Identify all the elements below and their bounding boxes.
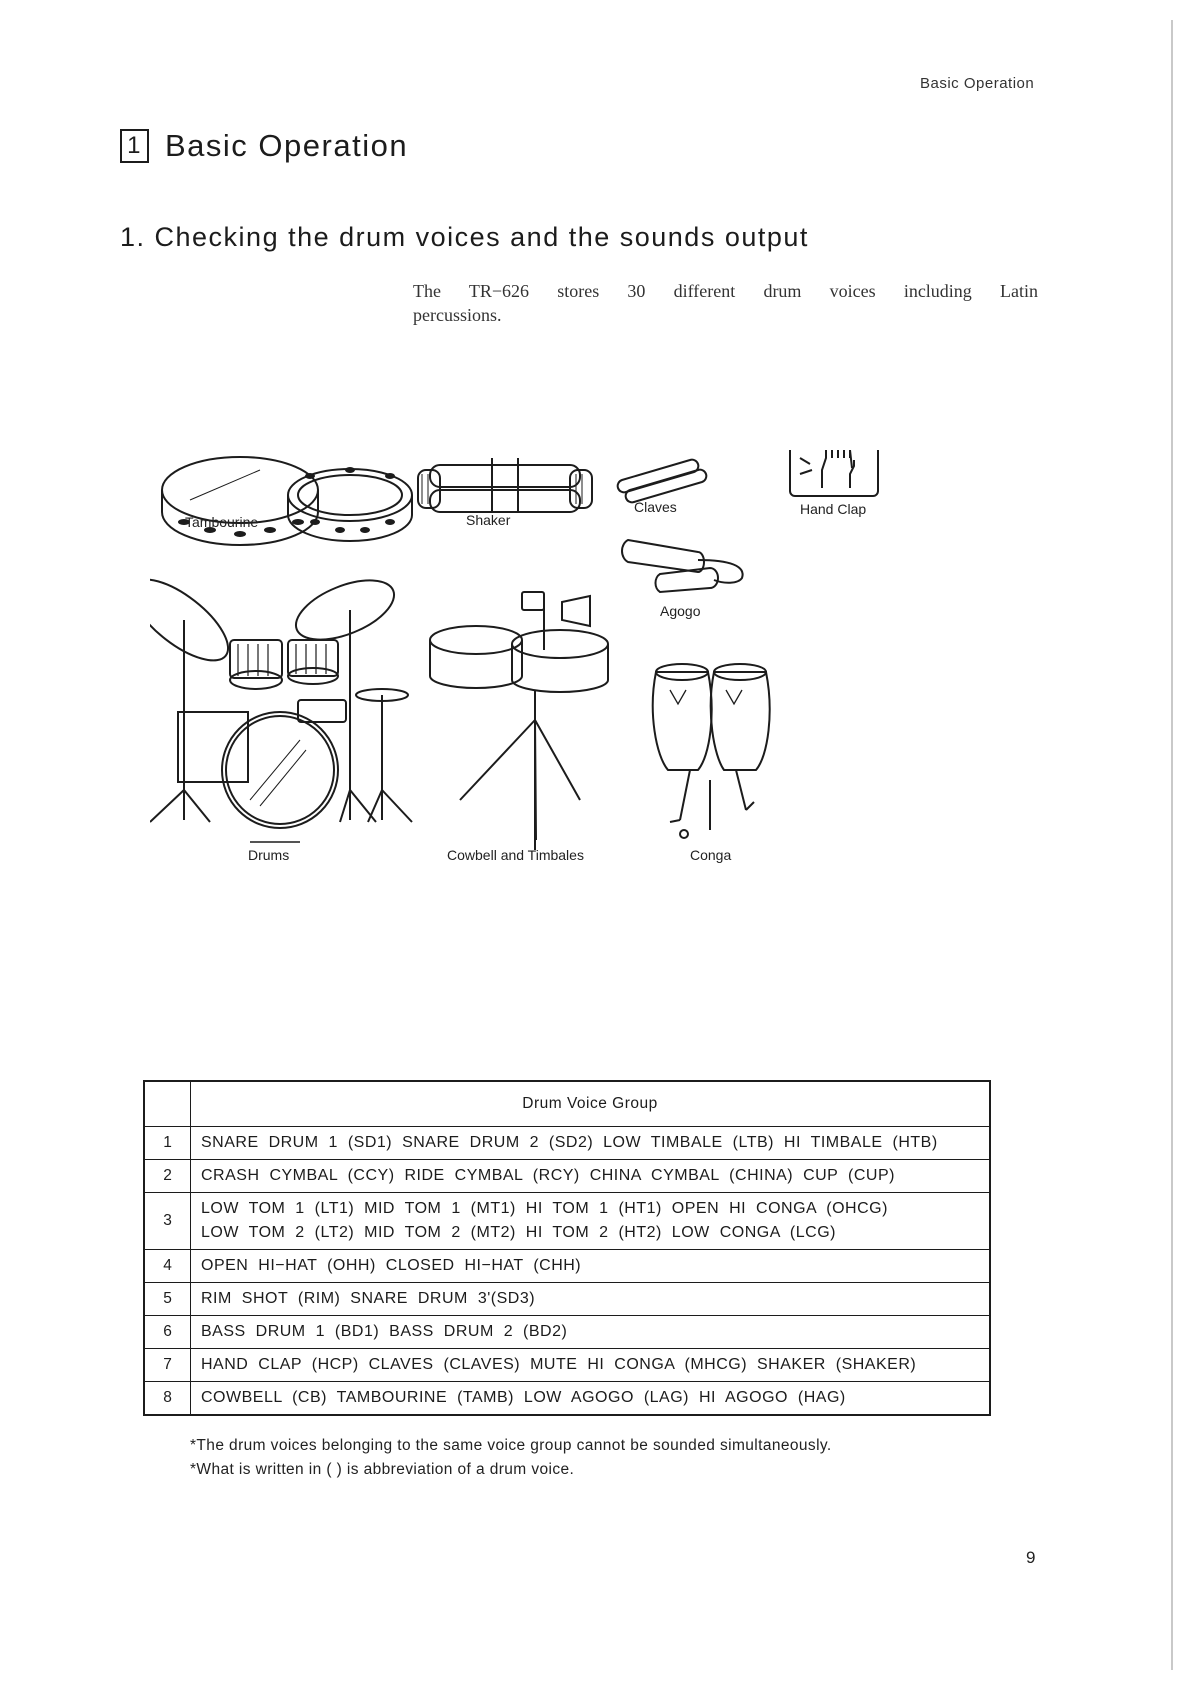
voice-line: OPEN HI−HAT (OHH) CLOSED HI−HAT (CHH) — [201, 1257, 582, 1274]
group-number: 7 — [144, 1349, 191, 1382]
instrument-illustrations — [150, 450, 1050, 930]
claves-drawing — [618, 460, 707, 503]
hand-clap-drawing — [790, 450, 878, 496]
group-number: 6 — [144, 1316, 191, 1349]
voice-line: LOW TOM 1 (LT1) MID TOM 1 (MT1) HI TOM 1 (HT1) OPEN HI CONGA (OHCG) — [201, 1200, 888, 1217]
voice-line: HAND CLAP (HCP) CLAVES (CLAVES) MUTE HI CONGA (MHCG) SHAKER (SHAKER) — [201, 1356, 917, 1373]
group-number: 1 — [144, 1127, 191, 1160]
group-voices — [191, 1283, 991, 1316]
page-edge-rule — [1171, 20, 1173, 1670]
group-number: 4 — [144, 1250, 191, 1283]
label-agogo: Agogo — [660, 603, 701, 619]
footnote: *The drum voices belonging to the same voice group cannot be sounded simultaneously. — [190, 1437, 832, 1454]
voice-line: COWBELL (CB) TAMBOURINE (TAMB) LOW AGOGO (LAG) HI AGOGO (HAG) — [201, 1389, 846, 1406]
group-number: 3 — [144, 1193, 191, 1250]
label-claves: Claves — [634, 499, 677, 515]
table-row — [144, 1382, 990, 1416]
agogo-drawing — [622, 540, 743, 592]
subsection-title: 1. Checking the drum voices and the sounds output — [120, 222, 809, 252]
section-title: Basic Operation — [165, 128, 409, 163]
table-row — [144, 1160, 990, 1193]
footnote: *What is written in ( ) is abbreviation of a drum voice. — [190, 1461, 575, 1478]
page-number: 9 — [1026, 1548, 1036, 1567]
label-shaker: Shaker — [466, 512, 511, 528]
intro-line-2: percussions. — [413, 305, 502, 325]
group-number: 2 — [144, 1160, 191, 1193]
group-voices — [191, 1349, 991, 1382]
voice-line: CRASH CYMBAL (CCY) RIDE CYMBAL (RCY) CHINA CYMBAL (CHINA) CUP (CUP) — [201, 1167, 895, 1184]
voice-line: RIM SHOT (RIM) SNARE DRUM 3'(SD3) — [201, 1290, 536, 1307]
table-header-row — [144, 1081, 990, 1127]
voice-line: SNARE DRUM 1 (SD1) SNARE DRUM 2 (SD2) LOW TIMBALE (LTB) HI TIMBALE (HTB) — [201, 1134, 938, 1151]
table-row — [144, 1349, 990, 1382]
table-row — [144, 1250, 990, 1283]
shaker-drawing — [418, 458, 592, 512]
voice-line: BASS DRUM 1 (BD1) BASS DRUM 2 (BD2) — [201, 1323, 568, 1340]
section-heading — [120, 128, 408, 164]
group-voices — [191, 1160, 991, 1193]
group-voices — [191, 1382, 991, 1416]
table-row — [144, 1283, 990, 1316]
running-header: Basic Operation — [920, 75, 1035, 92]
voice-line: LOW TOM 2 (LT2) MID TOM 2 (MT2) HI TOM 2 (HT2) LOW CONGA (LCG) — [201, 1224, 836, 1241]
table-row — [144, 1193, 990, 1250]
section-number-box: 1 — [120, 129, 149, 163]
group-number: 5 — [144, 1283, 191, 1316]
tambourine-drawing — [162, 457, 412, 545]
label-hand-clap: Hand Clap — [800, 501, 867, 517]
group-number-header — [144, 1081, 191, 1127]
group-voices — [191, 1316, 991, 1349]
drums-drawing — [150, 565, 412, 842]
table-row — [144, 1316, 990, 1349]
label-drums: Drums — [248, 847, 290, 863]
drum-voice-group-table — [143, 1080, 991, 1416]
table-header: Drum Voice Group — [191, 1081, 991, 1127]
group-voices — [191, 1193, 991, 1250]
group-voices — [191, 1250, 991, 1283]
group-number: 8 — [144, 1382, 191, 1416]
group-voices — [191, 1127, 991, 1160]
table-row — [144, 1127, 990, 1160]
intro-line-1: The TR−626 stores 30 different drum voices including Latin — [413, 281, 1038, 301]
label-conga: Conga — [690, 847, 732, 863]
footnotes — [190, 1434, 832, 1482]
label-cowbell-timbales: Cowbell and Timbales — [447, 847, 584, 863]
cowbell-timbales-drawing — [430, 592, 608, 850]
conga-drawing — [653, 664, 770, 838]
label-tambourine: Tambourine — [185, 514, 259, 530]
